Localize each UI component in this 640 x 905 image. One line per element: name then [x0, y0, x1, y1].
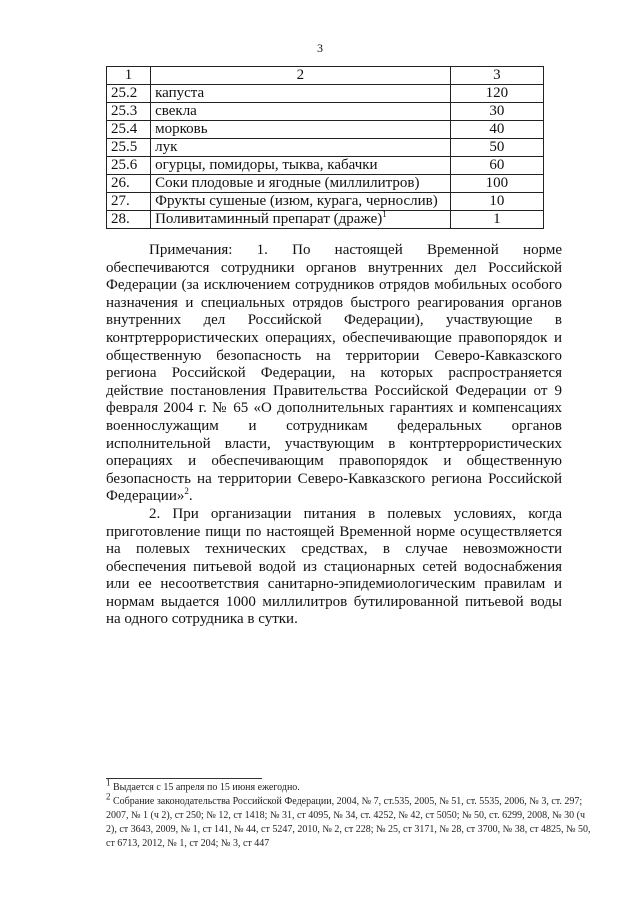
table-row [107, 193, 544, 211]
row-number: 25.2 [107, 85, 151, 103]
row-quantity: 120 [450, 85, 543, 103]
notes-section [106, 242, 562, 629]
row-quantity: 60 [450, 157, 543, 175]
note-paragraph-2: 2. При организации питания в полевых условиях, когда приготовление пищи по настоящей Временной норме осуществляется на полевых технических средствах, в случае невозможности обеспечения питьевой водой из стационарных сетей водоснабжения или ее несоответствия санитарно-эпидемиологическим правилам и нормам выдается 1000 миллилитров бутилированной питьевой воды на одного сотрудника в сутки. [106, 505, 562, 628]
header-col-1: 1 [107, 67, 151, 85]
row-product: Соки плодовые и ягодные (миллилитров) [151, 175, 451, 193]
page-number: 3 [317, 41, 323, 55]
row-number: 26. [107, 175, 151, 193]
row-product: капуста [151, 85, 451, 103]
food-norm-table [106, 66, 544, 229]
row-number: 25.6 [107, 157, 151, 175]
footnote-1: $^1$ Выдается с 15 апреля по 15 июня ежегодно. [106, 777, 300, 793]
row-number: 25.5 [107, 139, 151, 157]
row-number: 28. [107, 211, 151, 229]
row-quantity: 1 [450, 211, 543, 229]
row-product: свекла [151, 103, 451, 121]
row-quantity: 10 [450, 193, 543, 211]
row-quantity: 30 [450, 103, 543, 121]
footnote-mark: 1 [382, 209, 387, 219]
row-product: морковь [151, 121, 451, 139]
note-paragraph-1: Примечания: 1. По настоящей Временной норме обеспечиваются сотрудники органов внутренних дел Российской Федерации (за исключением сотрудников отрядов мобильных особого назначения и специальных отрядов быстрого реагирования органов внутренних дел Российской Федерации), участвующие в контртеррористических операциях, обеспечивающие правопорядок и общественную безопасность на территории Северо-Кавказского региона Российской Федерации, на которых распространяется действие постановления Правительства Российской Федерации от 9 февраля 2004 г. № 65 «О дополнительных гарантиях и компенсациях военнослужащим и сотрудникам федеральных органов исполнительной власти, участвующим в контртеррористических операциях и обеспечивающим правопорядок и общественную безопасность на территории Северо-Кавказского региона Российской Федерации»$^2$. [106, 242, 562, 505]
header-col-3: 3 [450, 67, 543, 85]
row-quantity: 40 [450, 121, 543, 139]
row-number: 25.4 [107, 121, 151, 139]
row-product: Фрукты сушеные (изюм, курага, чернослив) [151, 193, 451, 211]
row-product: огурцы, помидоры, тыква, кабачки [151, 157, 451, 175]
footnote-2: $^2$ Собрание законодательства Российской Федерации, 2004, № 7, ст.535, 2005, № 51, ст. 5535, 2006, № 3, ст. 297; 2007, № 1 (ч 2), ст 250; № 12, ст 1418; № 31, ст 4095, № 34, ст. 4252, № 42, ст 5050; № 50, ст. 6299, 2008, № 30 (ч 2), ст 3643, 2009, № 1, ст 141, № 44, ст 5247, 2010, № 2, ст 228; № 25, ст 3171, № 28, ст 3700, № 38, ст 4825, № 50, ст 6713, 2012, № 1, ст 204; № 3, ст 447 [106, 791, 591, 849]
table-row [107, 103, 544, 121]
row-product: Поливитаминный препарат (драже)$^1$ [151, 211, 451, 229]
row-quantity: 50 [450, 139, 543, 157]
row-number: 27. [107, 193, 151, 211]
table-row [107, 211, 544, 229]
table-row [107, 175, 544, 193]
table-row [107, 85, 544, 103]
table-row [107, 121, 544, 139]
table-header-row [107, 67, 544, 85]
header-col-2: 2 [151, 67, 451, 85]
row-product: лук [151, 139, 451, 157]
table-row [107, 139, 544, 157]
table-row [107, 157, 544, 175]
footnotes [106, 777, 594, 851]
footnote-separator [106, 778, 262, 779]
row-quantity: 100 [450, 175, 543, 193]
footnote-mark: 2 [184, 486, 189, 497]
row-number: 25.3 [107, 103, 151, 121]
